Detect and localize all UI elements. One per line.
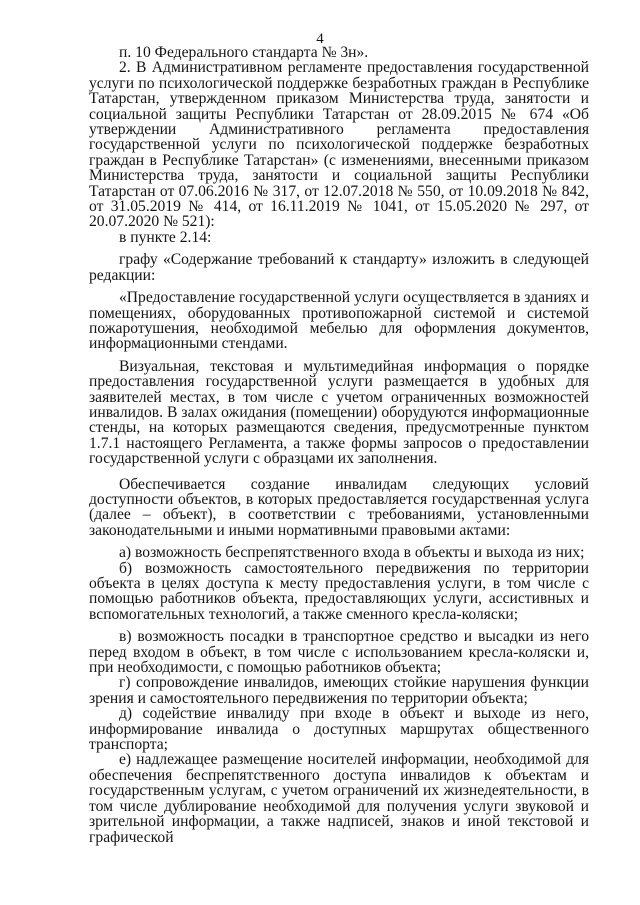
paragraph-visual-info: Визуальная, текстовая и мультимедийная информация о порядке предоставления государственной услуги размещается в удобных для заявителей местах, в том числе с учетом ограниченных возможностей инвалидов. В залах ожидания (помещении) оборудуются информационные стенды, на которых размещаются сведения, предусмотренные пунктом 1.7.1 настоящего Регламента, а также формы запросов о предоставлении государственной услуги с образцами их заполнения.: [89, 357, 589, 468]
paragraph-accessibility-intro: Обеспечивается создание инвалидам следующих условий доступности объектов, в которых предоставляется государственная услуга (далее – объект), в соответствии с требованиями, установленными законодательными и иными нормативными правовыми актами:: [89, 475, 589, 539]
list-item-e: е) надлежащее размещение носителей информации, необходимой для обеспечения беспрепятственного доступа инвалидов к объектам и государственным услугам, с учетом ограничений их жизнедеятельности, в том числе дублирование необходимой для получения услуги звуковой и зрительной информации, а также надписей, знаков и иной текстовой и графической: [89, 751, 589, 846]
paragraph-standard-reference: п. 10 Федерального стандарта № 3н».: [119, 44, 369, 61]
paragraph-premises: «Предоставление государственной услуги осуществляется в зданиях и помещениях, оборудованных противопожарной системой и системой пожаротушения, необходимой мебелью для оформления документов, информационными стендами.: [89, 289, 589, 353]
paragraph-clause-ref: в пункте 2.14:: [119, 228, 212, 246]
list-item-d: д) содействие инвалиду при входе в объект и выходе из него, информирование инвалида о доступных маршрутах общественного транспорта;: [89, 705, 589, 754]
list-item-g: г) сопровождение инвалидов, имеющих стойкие нарушения функции зрения и самостоятельного передвижения по территории объекта;: [89, 674, 589, 707]
list-item-v: в) возможность посадки в транспортное средство и высадки из него перед входом в объект, в том числе с использованием кресла-коляски и, при необходимости, с помощью работников объекта;: [89, 628, 589, 677]
page-number: 4: [316, 31, 324, 47]
list-item-b: б) возможность самостоятельного передвижения по территории объекта в целях доступа к месту предоставления услуги, в том числе с помощью работников объекта, предоставляющих услуги, ассистивных и вспомогательных технологий, а также сменного кресла-коляски;: [89, 559, 589, 623]
list-item-a: а) возможность беспрепятственного входа в объекты и выхода из них;: [119, 544, 585, 562]
paragraph-edit-instruction: графу «Содержание требований к стандарту» изложить в следующей редакции:: [89, 251, 589, 284]
paragraph-amendment-intro: 2. В Административном регламенте предоставления государственной услуги по психологической поддержке безработных граждан в Республике Татарстан, утвержденном приказом Министерства труда, занятости и социальной защиты Республики Татарстан от 28.09.2015 № 674 «Об утверждении Административного регламента предоставления государственной услуги по психологической поддержке безработных граждан в Республике Татарстан» (с изменениями, внесенными приказом Министерства труда, занятости и социальной защиты Республики Татарстан от 07.06.2016 № 317, от 12.07.2018 № 550, от 10.09.2018 № 842, от 31.05.2019 № 414, от 16.11.2019 № 1041, от 15.05.2020 № 297, от 20.07.2020 № 521):: [89, 59, 589, 231]
document-body: [89, 45, 589, 845]
